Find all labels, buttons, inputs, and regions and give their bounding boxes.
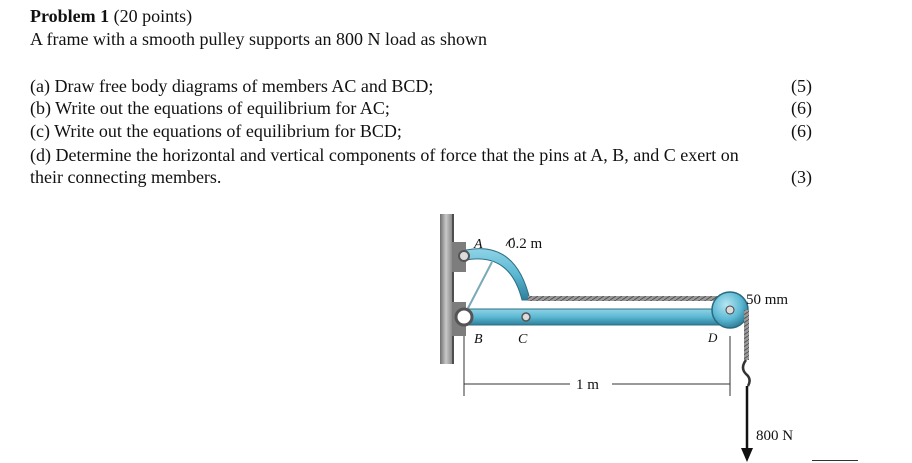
- pin-c: [522, 313, 530, 321]
- label-pulley-radius: 50 mm: [746, 292, 789, 308]
- part-a-points: (5): [791, 76, 812, 96]
- part-d-text: (d) Determine the horizontal and vertical components of force that the pins at A, B, and C exert on: [30, 145, 739, 165]
- part-b-points: (6): [791, 98, 812, 118]
- problem-title: Problem 1: [30, 6, 110, 26]
- label-length: 1 m: [576, 377, 599, 393]
- label-b: B: [474, 332, 483, 347]
- rope-horizontal: [528, 296, 728, 301]
- problem-statement: A frame with a smooth pulley supports an 800 N load as shown: [30, 29, 487, 49]
- label-c: C: [518, 332, 528, 347]
- problem-header: [30, 6, 192, 26]
- pulley-hub: [726, 306, 734, 314]
- part-b-text: (b) Write out the equations of equilibrium for AC;: [30, 98, 390, 118]
- label-radius: 0.2 m: [508, 236, 543, 252]
- page-rule: [812, 460, 858, 461]
- problem-points: (20 points): [113, 6, 193, 26]
- part-d-points: (3): [791, 167, 812, 187]
- wall-edge: [452, 214, 454, 364]
- part-a-text: (a) Draw free body diagrams of members AC and BCD;: [30, 76, 434, 96]
- part-d-text-continued: their connecting members.: [30, 167, 222, 187]
- brace: [466, 262, 492, 312]
- label-a: A: [474, 237, 483, 252]
- frame-figure: [430, 200, 810, 463]
- rope-vertical: [744, 310, 749, 360]
- label-d: D: [708, 330, 718, 345]
- member-bcd: [460, 309, 740, 325]
- label-load: 800 N: [756, 428, 794, 444]
- part-c-points: (6): [791, 121, 812, 141]
- part-c-text: (c) Write out the equations of equilibrium for BCD;: [30, 121, 402, 141]
- load-arrow-head: [741, 448, 753, 462]
- hook: [743, 360, 750, 386]
- wall: [440, 214, 452, 364]
- pin-a: [459, 251, 469, 261]
- pin-b: [456, 309, 472, 325]
